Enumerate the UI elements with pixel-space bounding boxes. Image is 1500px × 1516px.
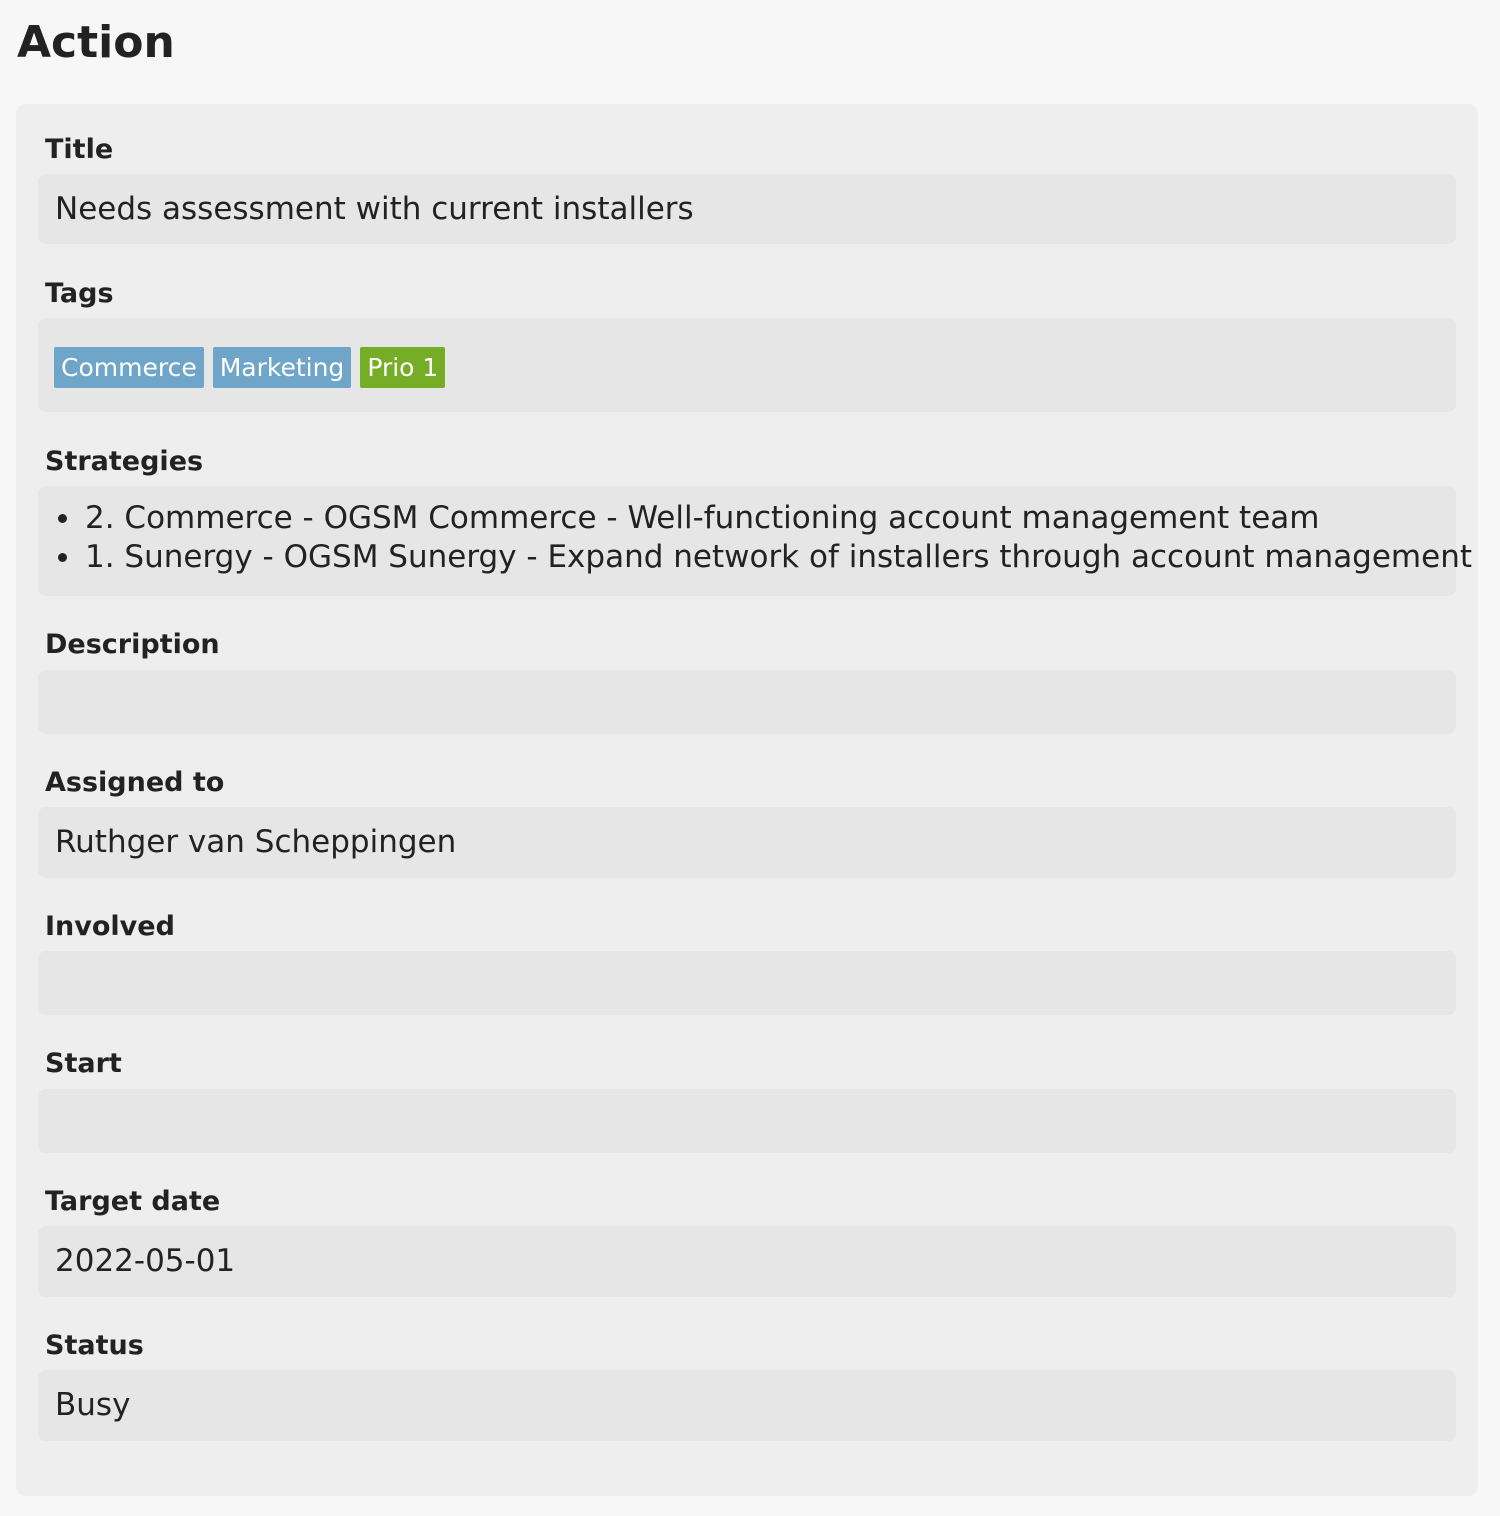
assigned-to-value: Ruthger van Scheppingen (55, 824, 457, 860)
target-date-field[interactable] (38, 1226, 1456, 1297)
strategies-field[interactable] (38, 486, 1473, 596)
status-label: Status (45, 1330, 144, 1361)
status-field[interactable] (38, 1370, 1456, 1441)
tag-list (54, 347, 445, 388)
status-value: Busy (55, 1387, 131, 1423)
tag-prio-1[interactable]: Prio 1 (360, 347, 445, 388)
involved-label: Involved (45, 911, 175, 942)
description-field[interactable] (38, 670, 1456, 734)
assigned-to-field[interactable] (38, 807, 1456, 878)
page-title: Action (17, 17, 175, 68)
action-details-card (16, 104, 1478, 1496)
tags-field[interactable] (38, 318, 1456, 412)
title-value: Needs assessment with current installers (55, 191, 694, 227)
strategy-text: 1. Sunergy - OGSM Sunergy - Expand network of installers through account management (85, 539, 1473, 575)
bullet-icon (58, 514, 67, 523)
start-field[interactable] (38, 1089, 1456, 1153)
tag-marketing[interactable]: Marketing (213, 347, 352, 388)
strategies-label: Strategies (45, 446, 204, 477)
title-field[interactable] (38, 174, 1456, 244)
tag-commerce[interactable]: Commerce (54, 347, 204, 388)
strategy-list (50, 499, 1472, 577)
involved-field[interactable] (38, 951, 1456, 1015)
tags-label: Tags (45, 278, 114, 309)
start-label: Start (45, 1048, 122, 1079)
strategy-item[interactable] (50, 499, 1472, 538)
bullet-icon (58, 553, 67, 562)
target-date-value: 2022-05-01 (55, 1243, 236, 1279)
target-date-label: Target date (45, 1186, 221, 1217)
strategy-text: 2. Commerce - OGSM Commerce - Well-functioning account management team (85, 500, 1320, 536)
title-label: Title (45, 134, 114, 165)
assigned-to-label: Assigned to (45, 767, 225, 798)
strategy-item[interactable] (50, 538, 1472, 577)
description-label: Description (45, 629, 220, 660)
